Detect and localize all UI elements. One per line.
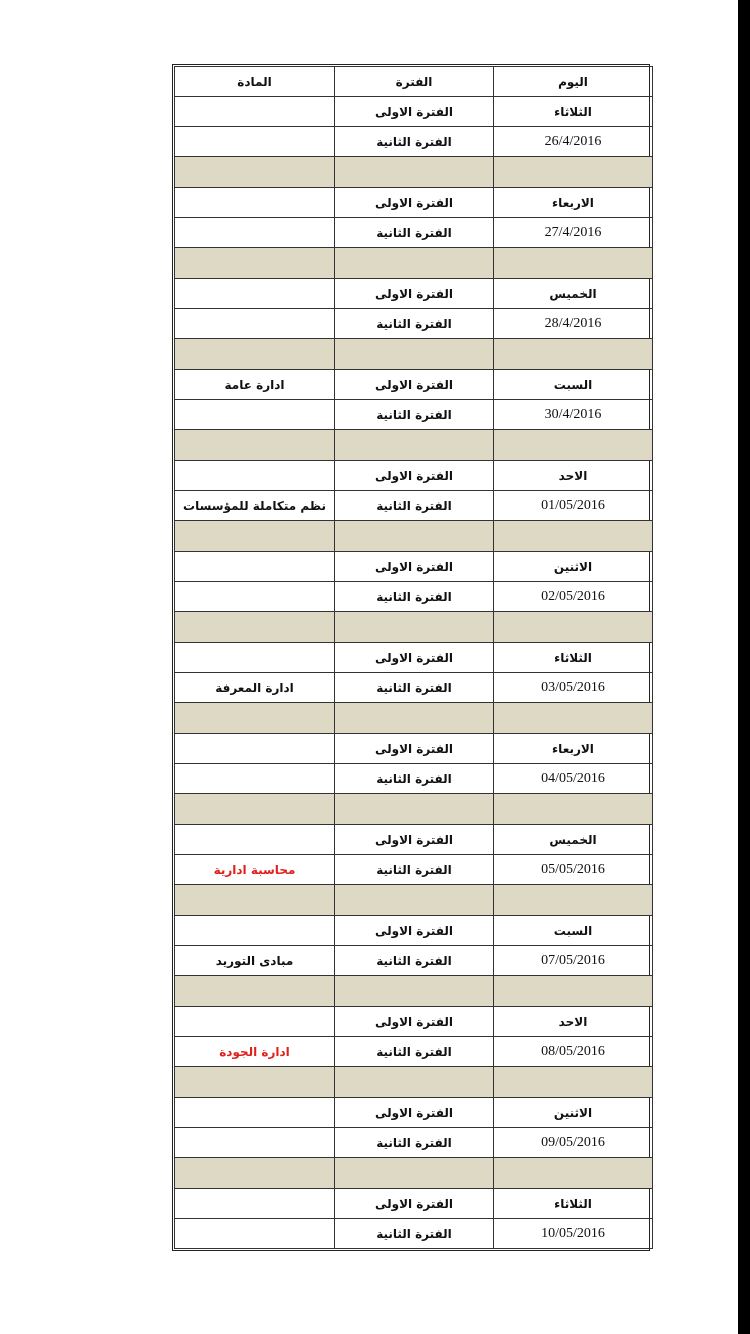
period-cell: الفترة الاولى bbox=[335, 825, 494, 855]
separator-cell bbox=[494, 794, 653, 825]
separator-cell bbox=[335, 248, 494, 279]
day-cell: الخميس bbox=[494, 279, 653, 309]
table-row bbox=[175, 491, 653, 521]
date-cell: 28/4/2016 bbox=[494, 309, 653, 339]
period-cell: الفترة الثانية bbox=[335, 764, 494, 794]
day-cell: الثلاثاء bbox=[494, 97, 653, 127]
table-row bbox=[175, 1007, 653, 1037]
period-cell: الفترة الثانية bbox=[335, 127, 494, 157]
period-cell: الفترة الاولى bbox=[335, 734, 494, 764]
table-row bbox=[175, 734, 653, 764]
separator-cell bbox=[175, 612, 335, 643]
separator-cell bbox=[335, 157, 494, 188]
subject-cell: نظم متكاملة للمؤسسات bbox=[175, 491, 335, 521]
subject-cell: ادارة عامة bbox=[175, 370, 335, 400]
table-row bbox=[175, 1098, 653, 1128]
table-row bbox=[175, 643, 653, 673]
date-cell: 07/05/2016 bbox=[494, 946, 653, 976]
subject-cell bbox=[175, 643, 335, 673]
subject-cell bbox=[175, 400, 335, 430]
separator-cell bbox=[175, 430, 335, 461]
separator-cell bbox=[335, 430, 494, 461]
table-row bbox=[175, 1219, 653, 1249]
period-cell: الفترة الثانية bbox=[335, 582, 494, 612]
header-subject: المادة bbox=[175, 67, 335, 97]
day-cell: السبت bbox=[494, 916, 653, 946]
separator-cell bbox=[494, 1158, 653, 1189]
separator-cell bbox=[175, 1158, 335, 1189]
separator-cell bbox=[494, 976, 653, 1007]
separator-row bbox=[175, 1067, 653, 1098]
separator-cell bbox=[335, 1067, 494, 1098]
header-period: الفترة bbox=[335, 67, 494, 97]
subject-cell: محاسبة ادارية bbox=[175, 855, 335, 885]
separator-cell bbox=[335, 612, 494, 643]
subject-cell bbox=[175, 218, 335, 248]
subject-cell bbox=[175, 309, 335, 339]
date-cell: 08/05/2016 bbox=[494, 1037, 653, 1067]
header-row bbox=[175, 67, 653, 97]
period-cell: الفترة الاولى bbox=[335, 279, 494, 309]
separator-row bbox=[175, 430, 653, 461]
period-cell: الفترة الاولى bbox=[335, 1098, 494, 1128]
separator-cell bbox=[335, 976, 494, 1007]
separator-cell bbox=[175, 339, 335, 370]
period-cell: الفترة الثانية bbox=[335, 491, 494, 521]
subject-cell bbox=[175, 582, 335, 612]
period-cell: الفترة الاولى bbox=[335, 1189, 494, 1219]
day-cell: الاحد bbox=[494, 461, 653, 491]
table-row bbox=[175, 188, 653, 218]
subject-cell bbox=[175, 552, 335, 582]
day-cell: الثلاثاء bbox=[494, 643, 653, 673]
schedule-body bbox=[175, 97, 653, 1249]
date-cell: 27/4/2016 bbox=[494, 218, 653, 248]
table-row bbox=[175, 764, 653, 794]
period-cell: الفترة الثانية bbox=[335, 309, 494, 339]
subject-cell bbox=[175, 188, 335, 218]
subject-cell bbox=[175, 764, 335, 794]
date-cell: 02/05/2016 bbox=[494, 582, 653, 612]
table-row bbox=[175, 218, 653, 248]
date-cell: 09/05/2016 bbox=[494, 1128, 653, 1158]
subject-cell bbox=[175, 1128, 335, 1158]
period-cell: الفترة الثانية bbox=[335, 1219, 494, 1249]
separator-cell bbox=[494, 157, 653, 188]
subject-cell bbox=[175, 916, 335, 946]
subject-cell: ادارة المعرفة bbox=[175, 673, 335, 703]
separator-cell bbox=[175, 976, 335, 1007]
schedule-table bbox=[174, 66, 653, 1249]
date-cell: 10/05/2016 bbox=[494, 1219, 653, 1249]
table-row bbox=[175, 400, 653, 430]
table-row bbox=[175, 127, 653, 157]
period-cell: الفترة الاولى bbox=[335, 1007, 494, 1037]
subject-cell bbox=[175, 1219, 335, 1249]
period-cell: الفترة الثانية bbox=[335, 946, 494, 976]
table-row bbox=[175, 1128, 653, 1158]
separator-cell bbox=[335, 794, 494, 825]
separator-row bbox=[175, 976, 653, 1007]
table-row bbox=[175, 461, 653, 491]
separator-cell bbox=[175, 794, 335, 825]
subject-cell bbox=[175, 127, 335, 157]
period-cell: الفترة الثانية bbox=[335, 673, 494, 703]
separator-cell bbox=[494, 339, 653, 370]
separator-cell bbox=[494, 430, 653, 461]
subject-cell: مبادى التوريد bbox=[175, 946, 335, 976]
subject-cell bbox=[175, 1098, 335, 1128]
subject-cell bbox=[175, 1007, 335, 1037]
period-cell: الفترة الاولى bbox=[335, 370, 494, 400]
separator-cell bbox=[494, 521, 653, 552]
period-cell: الفترة الثانية bbox=[335, 1037, 494, 1067]
subject-cell bbox=[175, 1189, 335, 1219]
date-cell: 30/4/2016 bbox=[494, 400, 653, 430]
separator-row bbox=[175, 248, 653, 279]
period-cell: الفترة الاولى bbox=[335, 552, 494, 582]
table-row bbox=[175, 673, 653, 703]
table-row bbox=[175, 97, 653, 127]
period-cell: الفترة الاولى bbox=[335, 97, 494, 127]
separator-cell bbox=[175, 248, 335, 279]
table-row bbox=[175, 1037, 653, 1067]
separator-row bbox=[175, 521, 653, 552]
right-edge-bar bbox=[738, 0, 750, 1334]
separator-row bbox=[175, 794, 653, 825]
subject-cell bbox=[175, 825, 335, 855]
date-cell: 03/05/2016 bbox=[494, 673, 653, 703]
period-cell: الفترة الثانية bbox=[335, 400, 494, 430]
day-cell: الاثنين bbox=[494, 552, 653, 582]
separator-cell bbox=[494, 885, 653, 916]
separator-cell bbox=[175, 703, 335, 734]
date-cell: 01/05/2016 bbox=[494, 491, 653, 521]
table-row bbox=[175, 582, 653, 612]
separator-cell bbox=[494, 612, 653, 643]
period-cell: الفترة الاولى bbox=[335, 188, 494, 218]
day-cell: الثلاثاء bbox=[494, 1189, 653, 1219]
day-cell: الاثنين bbox=[494, 1098, 653, 1128]
day-cell: الاربعاء bbox=[494, 734, 653, 764]
separator-row bbox=[175, 885, 653, 916]
table-row bbox=[175, 552, 653, 582]
table-row bbox=[175, 946, 653, 976]
subject-cell: ادارة الجودة bbox=[175, 1037, 335, 1067]
subject-cell bbox=[175, 97, 335, 127]
separator-cell bbox=[175, 157, 335, 188]
table-row bbox=[175, 825, 653, 855]
separator-cell bbox=[175, 521, 335, 552]
period-cell: الفترة الاولى bbox=[335, 461, 494, 491]
separator-cell bbox=[494, 248, 653, 279]
table-row bbox=[175, 279, 653, 309]
separator-cell bbox=[335, 521, 494, 552]
day-cell: الاحد bbox=[494, 1007, 653, 1037]
period-cell: الفترة الثانية bbox=[335, 1128, 494, 1158]
separator-row bbox=[175, 612, 653, 643]
date-cell: 05/05/2016 bbox=[494, 855, 653, 885]
period-cell: الفترة الثانية bbox=[335, 855, 494, 885]
period-cell: الفترة الثانية bbox=[335, 218, 494, 248]
exam-schedule bbox=[172, 64, 650, 1251]
table-row bbox=[175, 1189, 653, 1219]
day-cell: الخميس bbox=[494, 825, 653, 855]
separator-cell bbox=[335, 703, 494, 734]
separator-row bbox=[175, 703, 653, 734]
day-cell: السبت bbox=[494, 370, 653, 400]
separator-cell bbox=[494, 703, 653, 734]
subject-cell bbox=[175, 734, 335, 764]
table-row bbox=[175, 916, 653, 946]
period-cell: الفترة الاولى bbox=[335, 643, 494, 673]
header-day: اليوم bbox=[494, 67, 653, 97]
subject-cell bbox=[175, 461, 335, 491]
separator-cell bbox=[175, 885, 335, 916]
separator-row bbox=[175, 339, 653, 370]
date-cell: 04/05/2016 bbox=[494, 764, 653, 794]
separator-row bbox=[175, 1158, 653, 1189]
separator-cell bbox=[175, 1067, 335, 1098]
day-cell: الاربعاء bbox=[494, 188, 653, 218]
table-row bbox=[175, 855, 653, 885]
table-row bbox=[175, 370, 653, 400]
separator-cell bbox=[335, 339, 494, 370]
table-row bbox=[175, 309, 653, 339]
separator-row bbox=[175, 157, 653, 188]
date-cell: 26/4/2016 bbox=[494, 127, 653, 157]
subject-cell bbox=[175, 279, 335, 309]
separator-cell bbox=[494, 1067, 653, 1098]
period-cell: الفترة الاولى bbox=[335, 916, 494, 946]
separator-cell bbox=[335, 1158, 494, 1189]
separator-cell bbox=[335, 885, 494, 916]
